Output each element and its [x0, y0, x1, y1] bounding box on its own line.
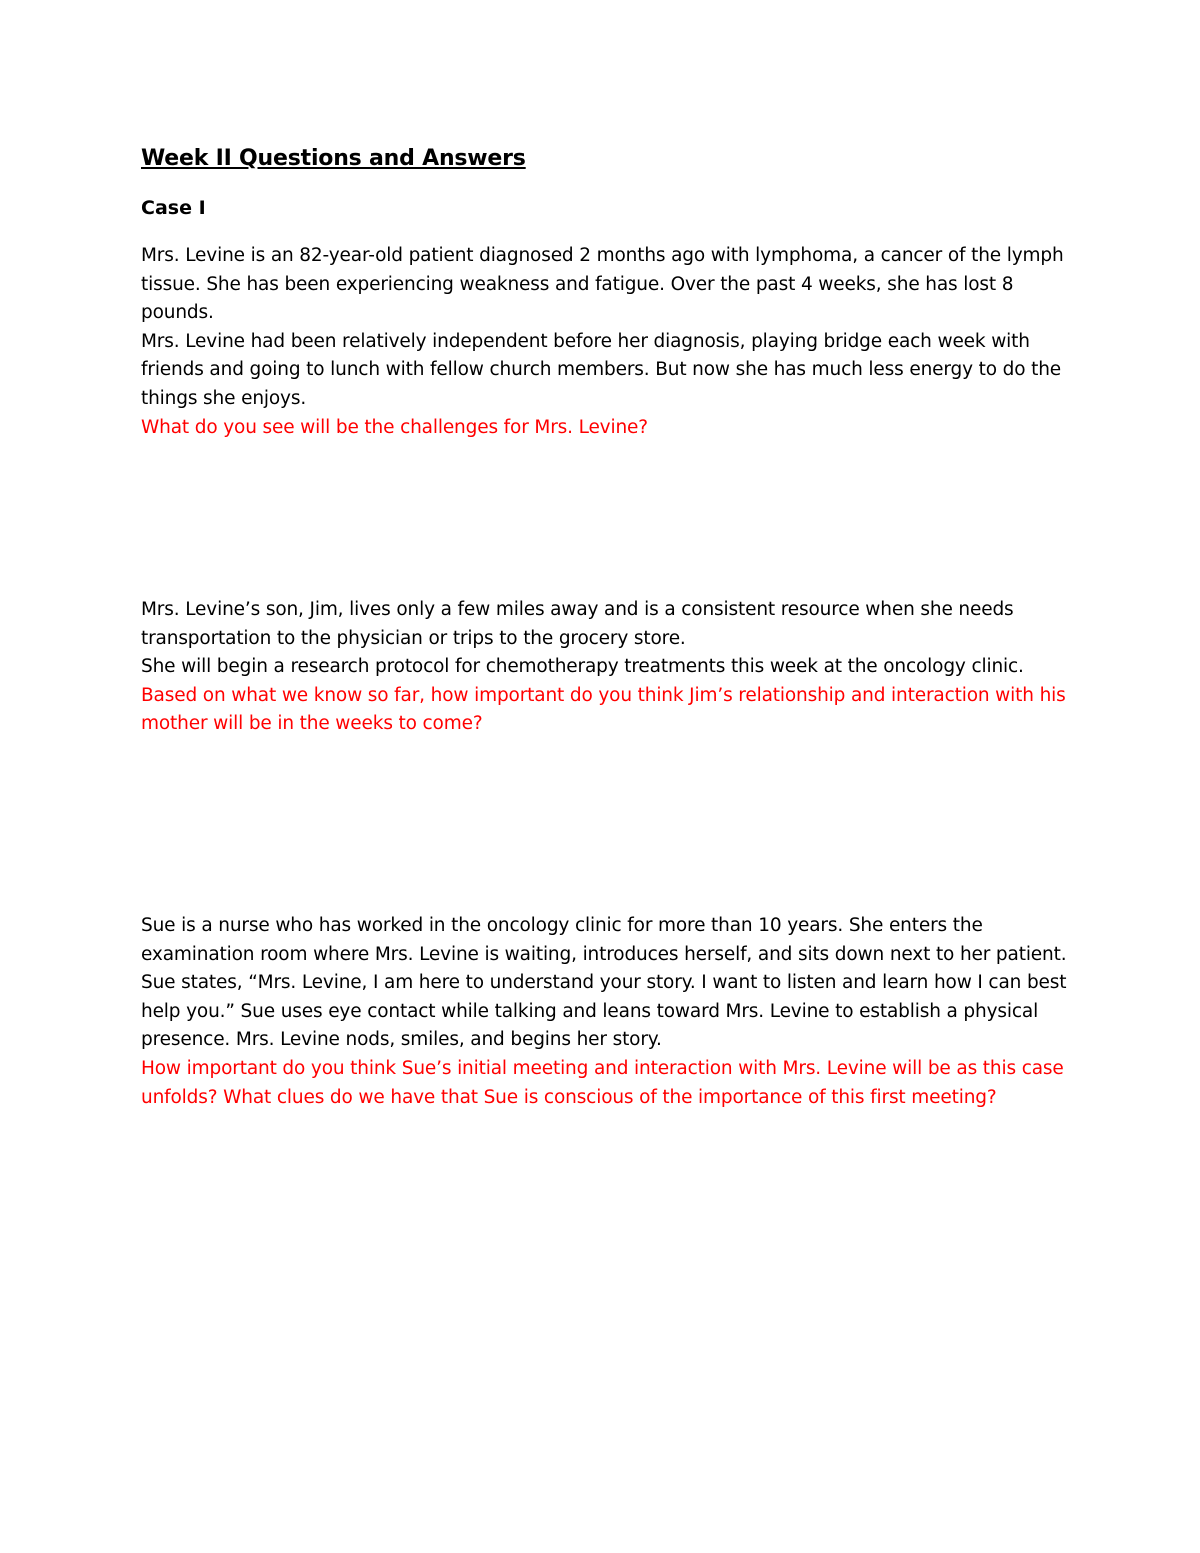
discussion-question: What do you see will be the challenges for Mrs. Levine?	[141, 416, 648, 438]
case-section-3	[141, 912, 1071, 1112]
page-title: Week II Questions and Answers	[141, 146, 526, 171]
discussion-question: Based on what we know so far, how important do you think Jim’s relationship and interaction with his mother will be in the weeks to come?	[141, 684, 1066, 735]
case-paragraph: Mrs. Levine’s son, Jim, lives only a few miles away and is a consistent resource when she needs transportation to the physician or trips to the grocery store.	[141, 599, 1014, 649]
document-content	[141, 144, 1071, 1108]
case-paragraph: Sue states, “Mrs. Levine, I am here to understand your story. I want to listen and learn how I can best help you.” Sue uses eye contact while talking and leans toward Mrs. Levine to establish a physical presence. Mrs. Levine nods, smiles, and begins her story.	[141, 972, 1067, 1051]
case-paragraph: Sue is a nurse who has worked in the oncology clinic for more than 10 years. She enters the examination room where Mrs. Levine is waiting, introduces herself, and sits down next to her patient.	[141, 915, 1067, 965]
case-section-1	[141, 242, 1071, 442]
case-paragraph: She will begin a research protocol for chemotherapy treatments this week at the oncology clinic.	[141, 656, 1024, 678]
case-paragraph: Mrs. Levine had been relatively independent before her diagnosis, playing bridge each week with friends and going to lunch with fellow church members. But now she has much less energy to do the things she enjoys.	[141, 330, 1062, 409]
discussion-question: How important do you think Sue’s initial meeting and interaction with Mrs. Levine will be as this case unfolds? What clues do we have that Sue is conscious of the importance of this first meeting?	[141, 1057, 1064, 1108]
case-heading: Case I	[141, 197, 206, 219]
case-section-2	[141, 596, 1071, 739]
case-paragraph: Mrs. Levine is an 82-year-old patient diagnosed 2 months ago with lymphoma, a cancer of the lymph tissue. She has been experiencing weakness and fatigue. Over the past 4 weeks, she has lost 8 pounds.	[141, 245, 1064, 324]
